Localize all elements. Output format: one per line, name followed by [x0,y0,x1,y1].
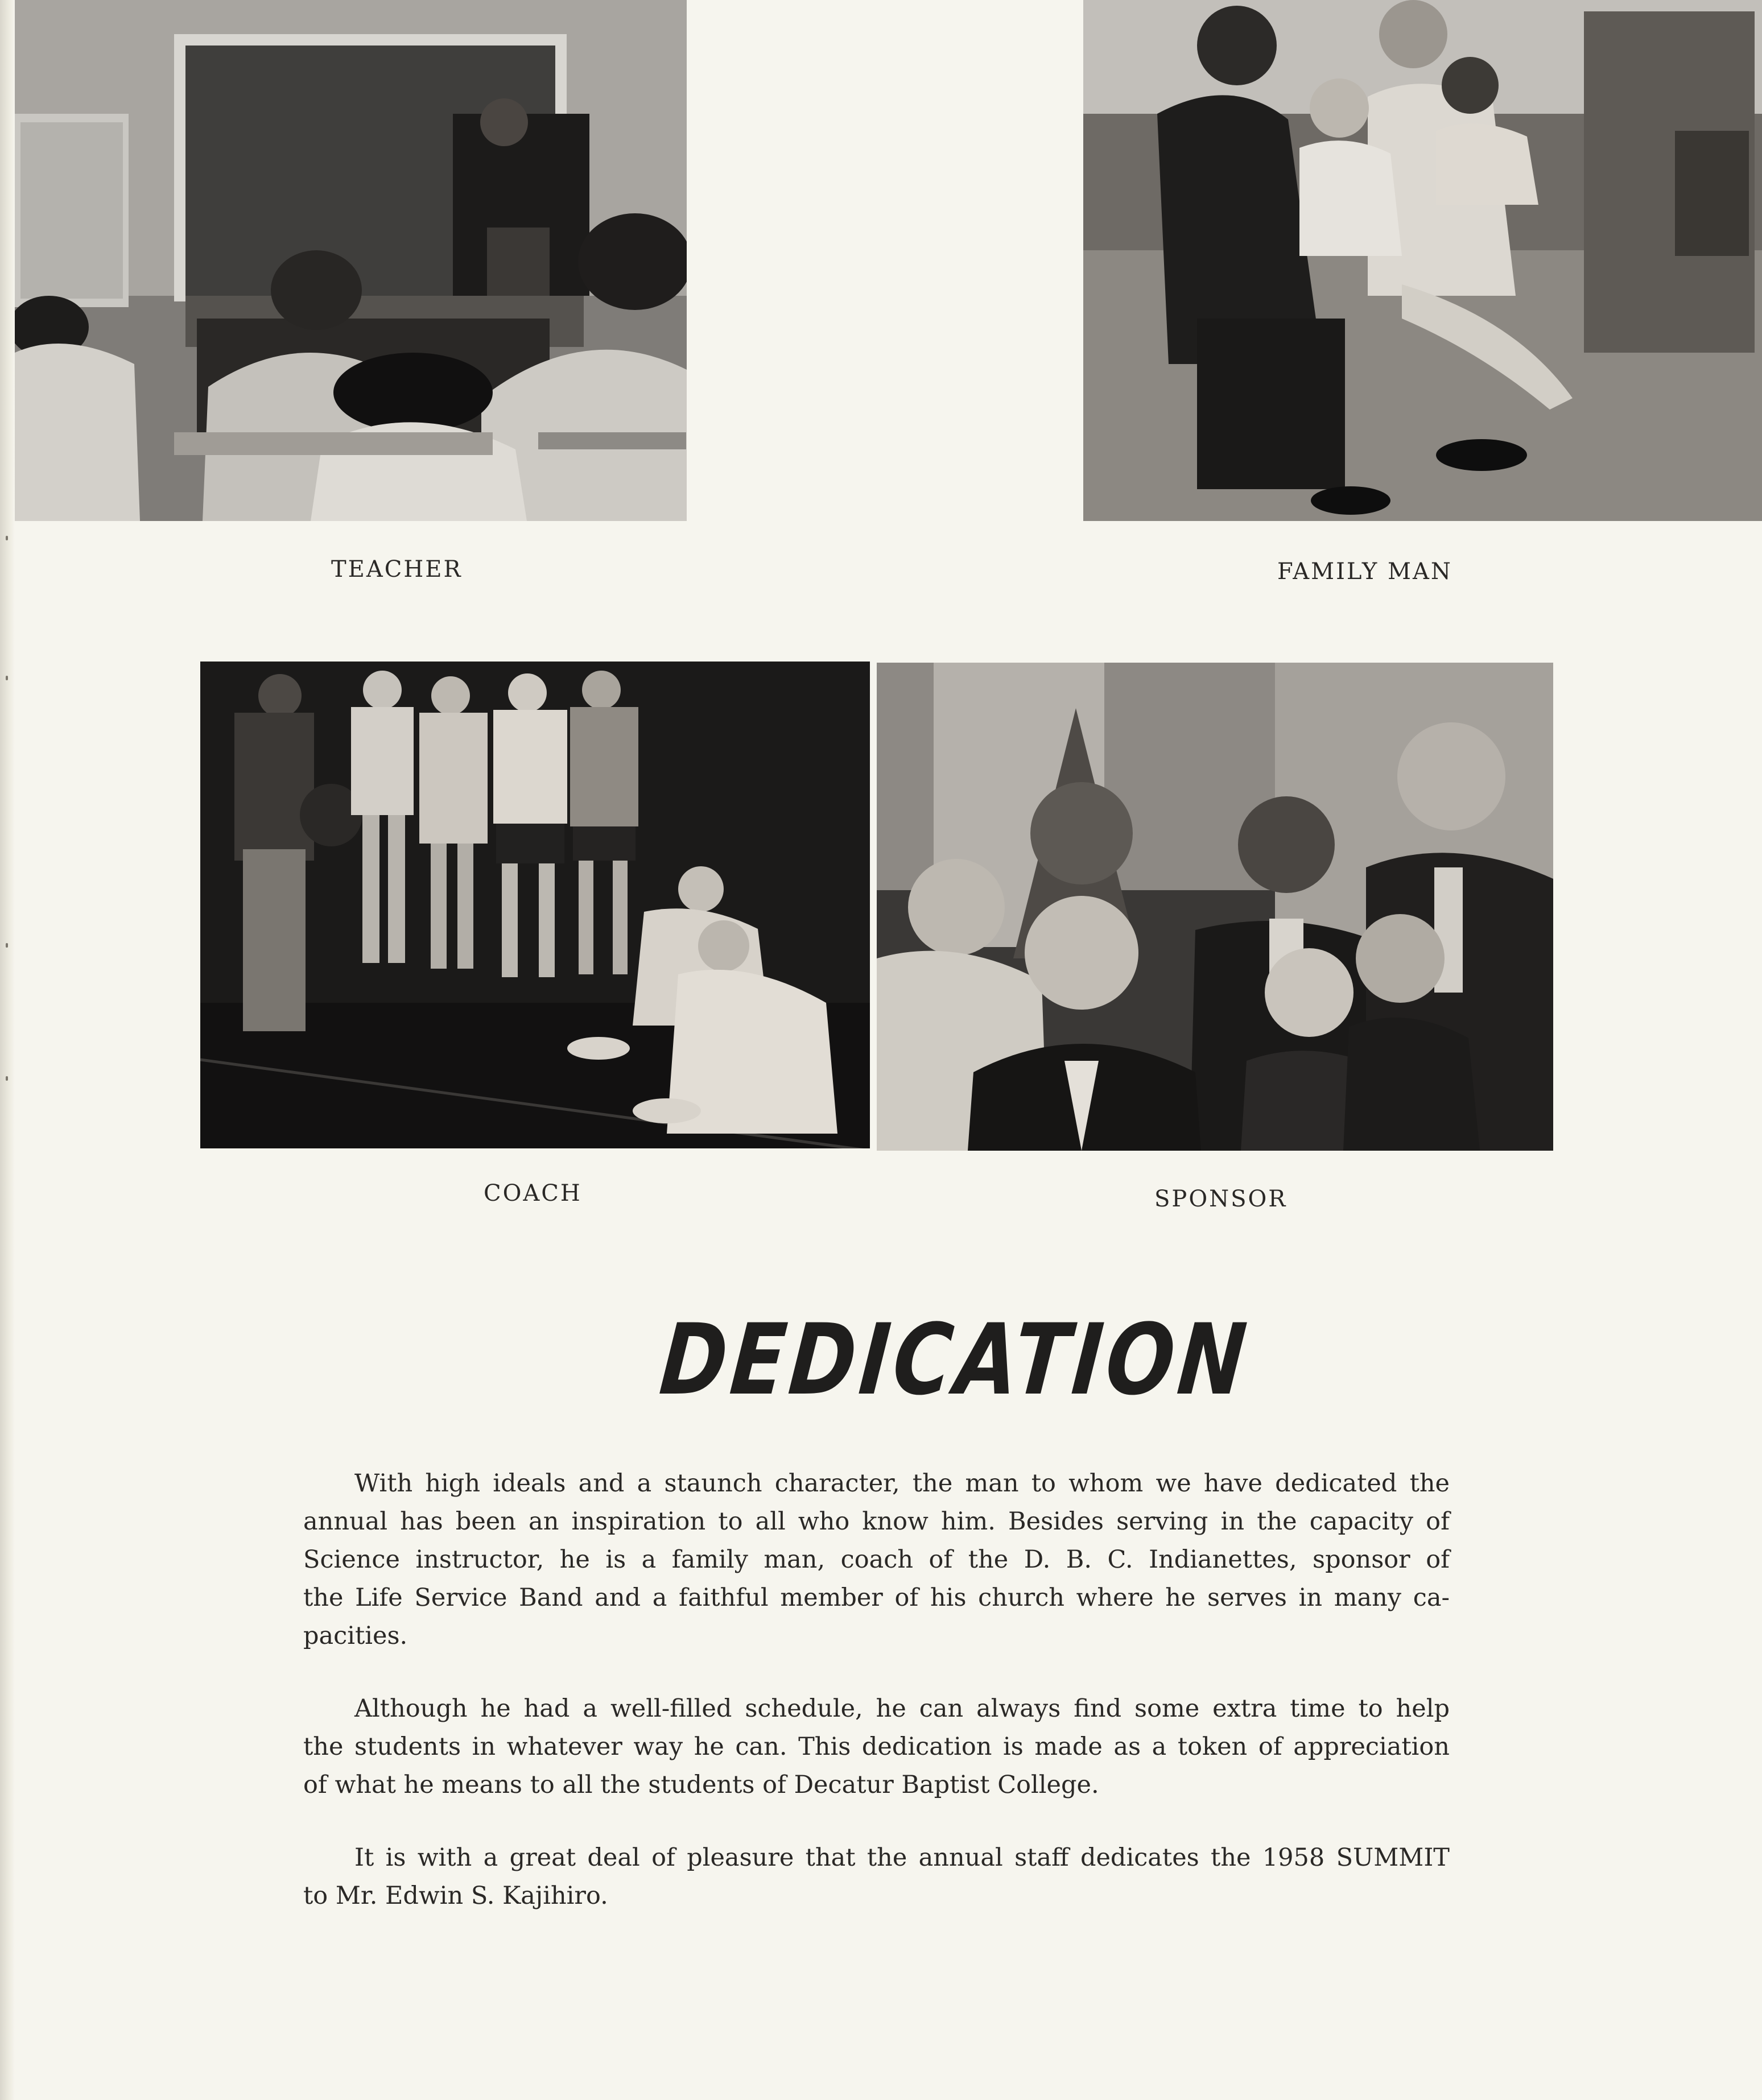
caption-coach: COACH [484,1180,582,1206]
text-line: to Mr. Edwin S. Kajihiro. [303,1882,608,1910]
family-man-photo [1083,0,1762,521]
coach-photo [200,662,870,1148]
text-line: With high ideals and a staunch character, the man to whom we have dedicated the [354,1469,1450,1498]
caption-sponsor: SPONSOR [1154,1186,1288,1212]
text-line: It is with a great deal of pleasure that the annual staff dedicates the 1958 SUMMIT [354,1843,1450,1872]
binding-hole [6,943,8,948]
binding-hole [6,536,8,540]
page-binding-edge [0,0,15,2100]
text-line: annual has been an inspiration to all who know him. Besides serving in the capacity of [303,1507,1450,1536]
paragraph-3 [303,1839,1450,1915]
paragraph-2 [303,1690,1450,1804]
caption-teacher: TEACHER [331,556,463,582]
text-line: Science instructor, he is a family man, coach of the D. B. C. Indianettes, sponsor of [303,1545,1450,1574]
text-line: the students in whatever way he can. This dedication is made as a token of appreciation [303,1733,1450,1761]
binding-hole [6,1076,8,1081]
sponsor-photo [877,663,1553,1151]
text-line: pacities. [303,1622,408,1650]
text-line: Although he had a well-filled schedule, he can always find some extra time to help [354,1694,1450,1723]
text-line: of what he means to all the students of Decatur Baptist College. [303,1771,1099,1799]
binding-hole [6,676,8,680]
teacher-photo [15,0,687,521]
page-title: DEDICATION [655,1303,1255,1417]
paragraph-1 [303,1465,1450,1655]
text-line: the Life Service Band and a faithful member of his church where he serves in many ca- [303,1584,1450,1612]
caption-family-man: FAMILY MAN [1277,559,1452,585]
